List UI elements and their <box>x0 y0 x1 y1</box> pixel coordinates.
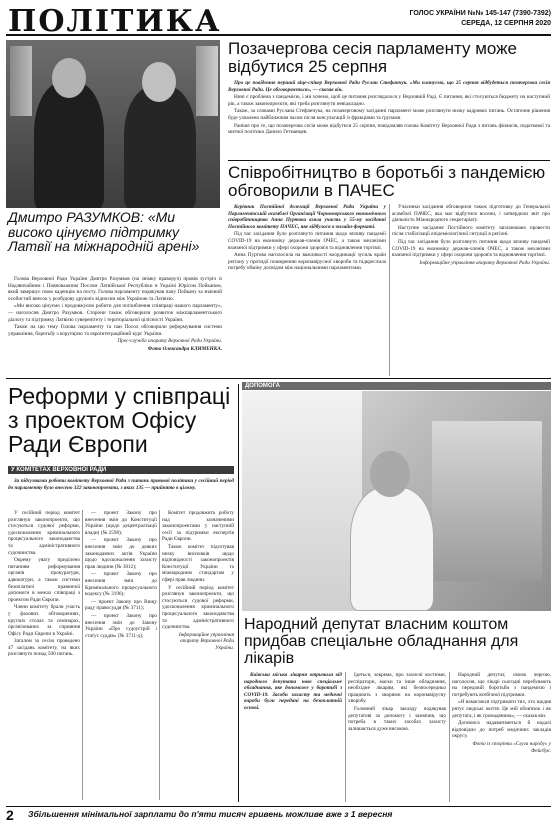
person-right-head <box>142 62 176 102</box>
divider <box>228 160 550 161</box>
person-left-head <box>52 58 86 98</box>
article3-paragraph: Анна Пуртова наголосила на важливості координації зусиль країн регіону у протидії поширенню коронавірусної хвороби та підкреслила потребу обміну досвідом між національними парламентами. <box>228 252 386 272</box>
article2-source: Прес-служба апарату Верховної Ради України. <box>117 338 222 345</box>
issue-number: ГОЛОС УКРАЇНИ №№ 145-147 (7390-7392) <box>409 10 551 17</box>
column-rule <box>82 510 83 800</box>
article5-paragraph: Допомога надаватиметься й надалі відповідно до потреб медичних закладів округу. <box>452 720 551 740</box>
issue-date: СЕРЕДА, 12 СЕРПНЯ 2020 <box>461 20 551 27</box>
article4-rubric: У КОМІТЕТАХ ВЕРХОВНОЇ РАДИ <box>8 466 234 474</box>
article2-headline: Дмитро РАЗУМКОВ: «Ми високо цінуємо підтримку Латвії на міжнародній арені» <box>8 209 200 255</box>
column-rule <box>238 384 239 802</box>
article2-paragraph: Також на цю тему Голова парламенту та пан Посол обговорили реформування системи управління, боротьбу з корупцією та євроінтеграційний курс України. <box>8 324 222 337</box>
razumkov-photo <box>6 40 220 208</box>
flag-right <box>196 46 218 116</box>
article4-lead <box>8 478 234 492</box>
article1-body <box>228 80 550 137</box>
article1-headline: Позачергова сесія парламенту може відбутися 25 серпня <box>228 39 517 76</box>
article4-paragraph: Члени комітету брали участь у фахових обговореннях, круглих столах та семінарах, організованих за сприяння Офісу Ради Європи в Україні. <box>8 604 80 637</box>
issue-info <box>409 9 551 29</box>
footer-slogan: Збільшення мінімальної зарплати до п'яти тисяч гривень можливе вже з 1 вересня <box>28 809 393 819</box>
column-rule <box>389 204 390 376</box>
article1-paragraph: Також, за словами Руслана Стефанчука, на позачерговому засіданні парламент може розглянути низку кадрових питань. Остаточне рішення буде ухвалено найближчим часом після консультацій із фракціями та групами. <box>228 108 550 121</box>
article5-paragraph: Головний лікар закладу подякував депутатові за допомогу і зазначив, що потреба в таких засобах захисту залишається дуже високою. <box>348 705 446 732</box>
column-rule <box>159 510 160 800</box>
article3-paragraph: Наступне засідання Постійного комітету заплановано провести після стабілізації епідеміологічної ситуації в регіоні. <box>392 224 550 238</box>
column-rule <box>345 672 346 802</box>
article3-body-col2 <box>392 204 550 267</box>
article4-headline: Реформи у співпраці з проектом Офісу Ради Європи <box>8 383 231 457</box>
deputy-figure <box>350 487 434 611</box>
article4-list-item: — проект Закону про внесення змін до Кримінального процесуального кодексу (№ 3196); <box>85 571 157 598</box>
article4-list-item: — проект Закону про внесення змін до Конституції України (щодо децентралізації влади) (№ 2598); <box>85 510 157 536</box>
article4-source: Інформаційне управління апарату Верховної Ради України. <box>178 631 234 651</box>
article3-paragraph: Під час засідання було розглянуто питання щодо впливу пандемії COVID-19 на економіку держав-членів ОЧЕС, а також механізми взаємної підтримки у сфері охорони здоров'я та відновлення торгівлі. <box>228 231 386 251</box>
article5-col3 <box>452 672 551 755</box>
article3-lead: Керівник Постійної делегації Верховної Ради України у Парламентській асамблеї Організації Чорноморського економічного співробітництва Анна Пуртова взяла участь у 55-му засіданні Постійного комітету ПАЧЕС, яке відбулося в онлайн-форматі. <box>228 204 386 230</box>
deputy-head <box>370 451 410 497</box>
article5-headline: Народний депутат власним коштом придбав спеціальне обладнання для лікарів <box>244 616 519 667</box>
article1-paragraph: Нині є проблема з пандемією, і ми хочемо, щоб це питання розглядалося у Верховній Раді. Є питання, які стосуються бюджету на наступний рік, а також законопроєкти, які треба розглянути невідкладно. <box>228 94 550 107</box>
flag-left <box>10 46 32 116</box>
deputy-photo <box>242 391 551 611</box>
person-left-figure <box>34 82 104 208</box>
article4-paragraph: У сесійний період комітет розглянув законопроекти, що стосуються судової реформи, удосконалення кримінального процесуального законодавства та адміністративного судочинства. <box>8 510 80 556</box>
article5-source: Фото із сторінки «Слуга народу» у Фейсбук. <box>472 740 551 754</box>
equipment-box <box>432 421 542 581</box>
article3-source: Інформаційне управління апарату Верховної Ради України. <box>419 259 550 266</box>
article4-col2 <box>85 510 157 640</box>
article5-paragraph: «Я намагаюся підтримати тих, хто щодня рятує людські життя. Це мій обов'язок і як депутата, і як громадянина», — сказав він. <box>452 699 551 719</box>
article4-paragraph: Загалом за сесію проведено 47 засідань комітету, на яких розглянуто понад 500 питань. <box>8 638 80 658</box>
masthead <box>6 4 551 39</box>
page-number: 2 <box>6 807 14 823</box>
article5-col1 <box>244 672 342 713</box>
article4-list-item: — проект Закону про Вищу раду правосуддя (№ 3711); <box>85 598 157 612</box>
article4-paragraph: Комітет продовжить роботу над зазначеними законопроектами у наступній сесії за підтримки експертів Ради Європи. <box>162 510 234 543</box>
person-right-figure <box>124 86 196 208</box>
article3-paragraph: Учасники засідання обговорили також підготовку до Генеральної асамблеї ПАЧЕС, яка має відбутися восени, і затвердили звіт про діяльність Міжнародного секретаріату. <box>392 204 550 224</box>
article5-paragraph: Народний депутат, своєю чергою, наголосив, що лікарі сьогодні перебувають на передовій боротьби з пандемією і потребують всебічної підтримки. <box>452 672 551 698</box>
article4-paragraph: Також комітет підготував низку висновків щодо відповідності законопроектів Конституції України та міжнародним стандартам у сфері прав людини. <box>162 543 234 583</box>
article4-paragraph: У сесійний період комітет розглянув законопроекти, що стосуються судової реформи, удосконалення кримінального процесуального законодавства та адміністративного судочинства. <box>162 584 234 631</box>
article5-rubric: ДОПОМОГА <box>242 382 551 390</box>
article5-paragraph: Ідеться, зокрема, про захисні костюми, респіратори, маски та інше обладнання, необхідне лікарям, які безпосередньо працюють з хворими на коронавірусну хворобу. <box>348 672 446 705</box>
article4-list-item: — проект Закону про внесення змін до Закону України «Про судоустрій і статус суддів» (№ 3711-д); <box>85 612 157 639</box>
article4-paragraph: Окрему увагу приділено питанням реформування органів прокуратури, адвокатури, а також системи безоплатної правничої допомоги в межах співпраці з проектом Ради Європи. <box>8 557 80 603</box>
article5-lead: Київська міська лікарня отримала від народного депутата нове спеціальне обладнання, яке допоможе у боротьбі з COVID-19. Засоби захисту та медичні вироби були передані на безоплатній основі. <box>244 672 342 711</box>
van-body <box>242 391 362 611</box>
article3-headline: Співробітництво в боротьбі з пандемією обговорили в ПАЧЕС <box>228 163 546 200</box>
article3-body-col1 <box>228 204 386 273</box>
article2-paragraph: Голова Верховної Ради України Дмитро Разумков (на знімку праворуч) провів зустріч із Надзвичайним і Повноважним Послом Латвійської Республіки в Україні Юрісом Пойканом, який завершує свою каденцію на посту. Голова парламенту подякував пану Пойкану за значний особистий внесок у розбудову дружніх відносин між Україною та Латвією. <box>8 276 222 302</box>
column-rule <box>449 672 450 802</box>
article4-lead-text: За підсумками роботи комітету Верховної Ради з питань правової політики у сесійний період до парламенту було внесено 322 законопроекти, з яких 135 — прийнято в цілому. <box>8 478 234 491</box>
article4-col1 <box>8 510 80 659</box>
page-footer <box>6 806 551 823</box>
section-title: ПОЛІТИКА <box>8 4 222 39</box>
article3-paragraph: Під час засідання було розглянуто питання щодо впливу пандемії COVID-19 на економіку держав-членів ОЧЕС, а також механізми взаємної підтримки у сфері охорони здоров'я та відновлення торгівлі. <box>392 238 550 259</box>
article2-body <box>8 276 222 354</box>
article2-paragraph: «Ми високо цінуємо і продовжуємо робити для поглиблення співпраці нашого парламенту», — наголосив Дмитро Разумков. Сторони також обговорили розвиток міжпарламентського діалогу та підтримку Латвією суверенітету і територіальної цілісності України. <box>8 303 222 323</box>
article4-col3 <box>162 510 234 652</box>
article5-col2 <box>348 672 446 733</box>
article1-lead: Про це повідомив перший віце-спікер Верховної Ради Руслан Стефанчук. «Ми плануємо, що 25 серпня відбудеться позачергова сесія Верховної Ради. Це обговорюється», — сказав він. <box>228 80 550 93</box>
divider <box>6 378 551 379</box>
article4-list-item: — проект Закону про внесення змін до деяких законодавчих актів України щодо вдосконалення захисту прав людини (№ 3012); <box>85 537 157 570</box>
article1-paragraph: Раніше про те, що позачергова сесія може відбутися 25 серпня, повідомляв голова Комітету Верховної Ради з питань фінансів, податкової та митної політики Данило Гетманцев. <box>228 122 550 136</box>
article2-photo-credit: Фото Олександра КЛИМЕНКА. <box>147 345 222 352</box>
